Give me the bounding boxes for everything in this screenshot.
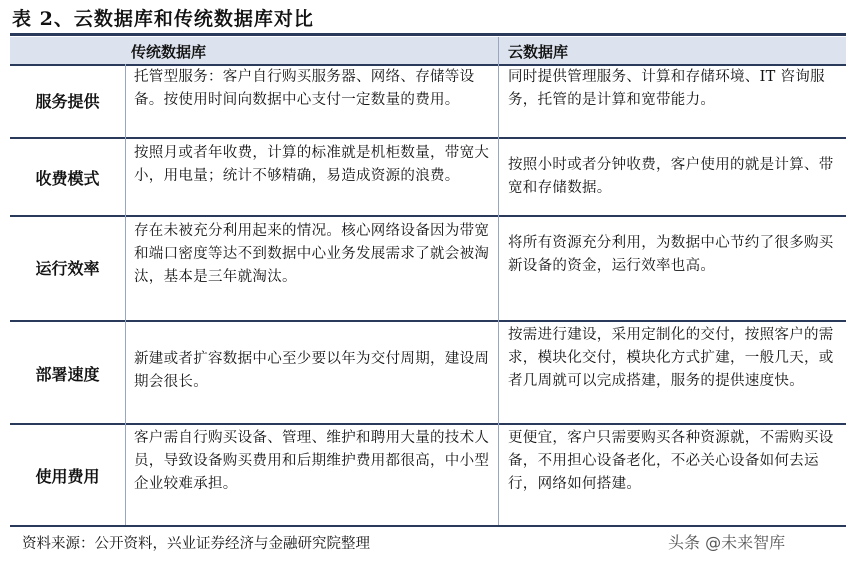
cell-traditional-service: 托管型服务：客户自行购买服务器、网络、存储等设备。按使用时间向数据中心支付一定数量的费用。 [134, 69, 475, 108]
row-label-service: 服务提供 [35, 92, 100, 111]
cell-cloud-billing: 按照小时或者分钟收费，客户使用的就是计算、带宽和存储数据。 [508, 157, 834, 196]
header-cloud: 云数据库 [508, 43, 569, 61]
row-label-efficiency: 运行效率 [35, 259, 100, 278]
cell-cloud-service: 同时提供管理服务、计算和存储环境、IT 咨询服务，托管的是计算和宽带能力。 [508, 69, 825, 108]
cell-cloud-deployment: 按需进行建设，采用定制化的交付，按照客户的需求，模块化交付，模块化方式扩建，一般几天，或者几周就可以完成搭建，服务的提供速度快。 [508, 327, 834, 389]
cell-traditional-deployment: 新建或者扩容数据中心至少要以年为交付周期，建设周期会很长。 [134, 351, 490, 390]
table-title: 表 2、云数据库和传统数据库对比 [12, 8, 314, 30]
row-divider [10, 215, 846, 217]
row-divider [10, 137, 846, 139]
cell-traditional-efficiency: 存在未被充分利用起来的情况。核心网络设备因为带宽和端口密度等达不到数据中心业务发展需求了就会被淘汰，基本是三年就淘汰。 [134, 223, 490, 285]
table-bottom-rule [10, 525, 846, 527]
row-label-cost: 使用费用 [35, 467, 100, 486]
row-label-billing: 收费模式 [35, 169, 100, 188]
header-traditional: 传统数据库 [131, 43, 207, 61]
cell-cloud-efficiency: 将所有资源充分利用，为数据中心节约了很多购买新设备的资金，运行效率也高。 [508, 235, 834, 274]
table-top-rule [10, 33, 846, 36]
column-divider [498, 37, 499, 525]
cell-traditional-billing: 按照月或者年收费，计算的标准就是机柜数量，带宽大小，用电量；统计不够精确，易造成资源的浪费。 [134, 145, 490, 184]
row-divider [10, 423, 846, 425]
row-label-deployment: 部署速度 [35, 365, 100, 384]
cell-cloud-cost: 更便宜，客户只需要购买各种资源就，不需购买设备，不用担心设备老化，不必关心设备如何去运行，网络如何搭建。 [508, 430, 834, 492]
cell-traditional-cost: 客户需自行购买设备、管理、维护和聘用大量的技术人员，导致设备购买费用和后期维护费用都很高，中小型企业较难承担。 [134, 430, 490, 492]
watermark: 头条 @未来智库 [668, 533, 786, 552]
column-divider [125, 64, 126, 525]
row-divider [10, 320, 846, 322]
source-note: 资料来源：公开资料，兴业证券经济与金融研究院整理 [22, 536, 370, 552]
